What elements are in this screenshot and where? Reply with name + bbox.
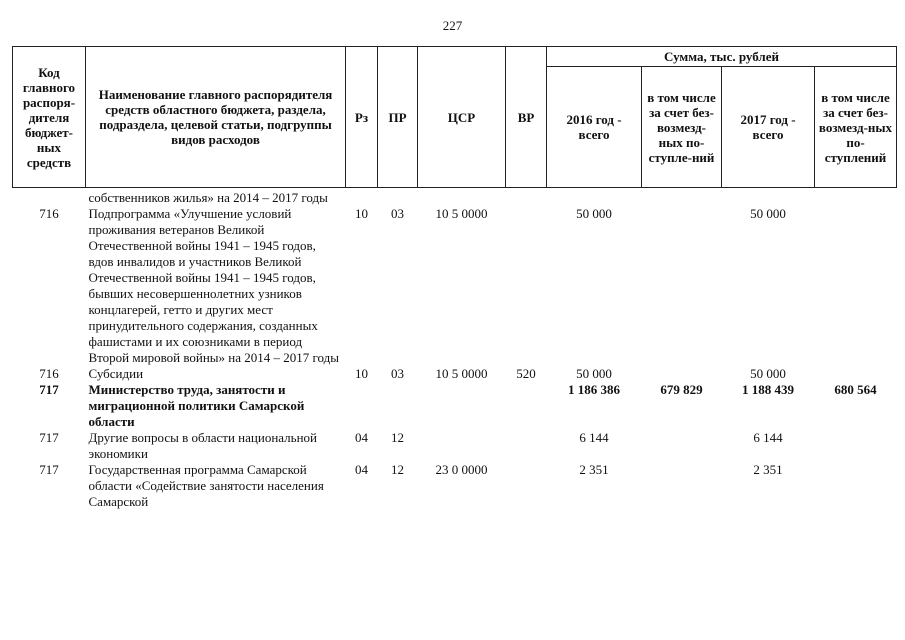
- row-free-2017: [815, 462, 897, 510]
- row-sum-2017: 50 000: [750, 366, 786, 381]
- row-free-2016: 679 829: [660, 382, 703, 397]
- row-free-2017: [815, 366, 897, 382]
- row-free-2017: 680 564: [834, 382, 877, 397]
- row-sum-2016: 1 186 386: [568, 382, 620, 397]
- row-csr: [418, 430, 506, 462]
- row-csr: 10 5 0000: [435, 366, 488, 381]
- row-vr: [506, 430, 547, 462]
- row-free-2017: [815, 206, 897, 366]
- row-rz: [346, 188, 378, 207]
- table-row: [13, 206, 897, 366]
- row-rz: 10: [355, 206, 368, 221]
- header-2016-total: 2016 год - всего: [547, 67, 642, 188]
- table-row: [13, 462, 897, 510]
- row-name: Подпрограмма «Улучшение условий проживания ветеранов Великой Отечественной войны 1941 – 1945 годов, вдов инвалидов и участников Великой Отечественной войны 1941 – 1945 годов, бывших несовершеннолетних узников концлагерей, гетто и других мест принудительного содержания, созданных фашистами и их союзниками в период Второй мировой войны» на 2014 – 2017 годы: [88, 206, 339, 365]
- row-sum-2016: [547, 188, 642, 207]
- row-vr: 520: [516, 366, 536, 381]
- row-csr: 10 5 0000: [435, 206, 488, 221]
- row-vr: [506, 206, 547, 366]
- row-sum-2017: 1 188 439: [742, 382, 794, 397]
- header-code: Код главного распоря-дителя бюджет-ных средств: [13, 47, 86, 188]
- row-vr: [506, 382, 547, 430]
- row-rz: [346, 382, 378, 430]
- row-code: 716: [39, 206, 59, 221]
- table-header: [13, 47, 897, 188]
- row-sum-2016: 2 351: [579, 462, 609, 477]
- row-pr: 12: [391, 430, 404, 445]
- table-body: [13, 188, 897, 511]
- row-free-2016: [642, 188, 722, 207]
- row-pr: [378, 382, 418, 430]
- table-row: [13, 188, 897, 207]
- header-2017-free: в том числе за счет без-возмезд-ных по-ступлений: [815, 67, 897, 188]
- header-2016-free: в том числе за счет без-возмезд-ных по-ступле-ний: [642, 67, 722, 188]
- row-name: собственников жилья» на 2014 – 2017 годы: [88, 190, 328, 205]
- row-free-2017: [815, 430, 897, 462]
- row-vr: [506, 188, 547, 207]
- row-sum-2017: [722, 188, 815, 207]
- row-csr: [418, 382, 506, 430]
- row-sum-2017: 2 351: [753, 462, 783, 477]
- header-name: Наименование главного распорядителя средств областного бюджета, раздела, подраздела, целевой статьи, подгруппы видов расходов: [86, 47, 346, 188]
- row-rz: 10: [355, 366, 368, 381]
- row-code: 717: [39, 430, 59, 445]
- row-free-2016: [642, 462, 722, 510]
- row-pr: 03: [391, 206, 404, 221]
- table-row: [13, 430, 897, 462]
- row-name: Субсидии: [88, 366, 144, 381]
- row-sum-2017: 6 144: [753, 430, 783, 445]
- page-number: 227: [442, 18, 463, 33]
- row-sum-2016: 50 000: [576, 206, 612, 221]
- header-sum-group: Сумма, тыс. рублей: [547, 47, 897, 67]
- row-vr: [506, 462, 547, 510]
- row-rz: 04: [355, 430, 368, 445]
- table-row: [13, 382, 897, 430]
- header-rz: Рз: [346, 47, 378, 188]
- row-free-2016: [642, 430, 722, 462]
- row-rz: 04: [355, 462, 368, 477]
- header-vr: ВР: [506, 47, 547, 188]
- row-code: 716: [39, 366, 59, 381]
- row-sum-2016: 6 144: [579, 430, 609, 445]
- budget-table: [12, 46, 897, 510]
- row-sum-2017: 50 000: [750, 206, 786, 221]
- row-code: [13, 188, 86, 207]
- row-name: Министерство труда, занятости и миграционной политики Самарской области: [88, 382, 305, 429]
- row-code: 717: [39, 382, 59, 397]
- row-csr: 23 0 0000: [435, 462, 488, 477]
- row-code: 717: [39, 462, 59, 477]
- table-row: [13, 366, 897, 382]
- row-name: Государственная программа Самарской области «Содействие занятости населения Самарской: [88, 462, 324, 509]
- row-pr: 12: [391, 462, 404, 477]
- row-sum-2016: 50 000: [576, 366, 612, 381]
- row-free-2016: [642, 366, 722, 382]
- header-2017-total: 2017 год - всего: [722, 67, 815, 188]
- row-pr: 03: [391, 366, 404, 381]
- header-csr: ЦСР: [418, 47, 506, 188]
- row-free-2017: [815, 188, 897, 207]
- row-name: Другие вопросы в области национальной экономики: [88, 430, 317, 461]
- header-pr: ПР: [378, 47, 418, 188]
- row-csr: [418, 188, 506, 207]
- row-free-2016: [642, 206, 722, 366]
- row-pr: [378, 188, 418, 207]
